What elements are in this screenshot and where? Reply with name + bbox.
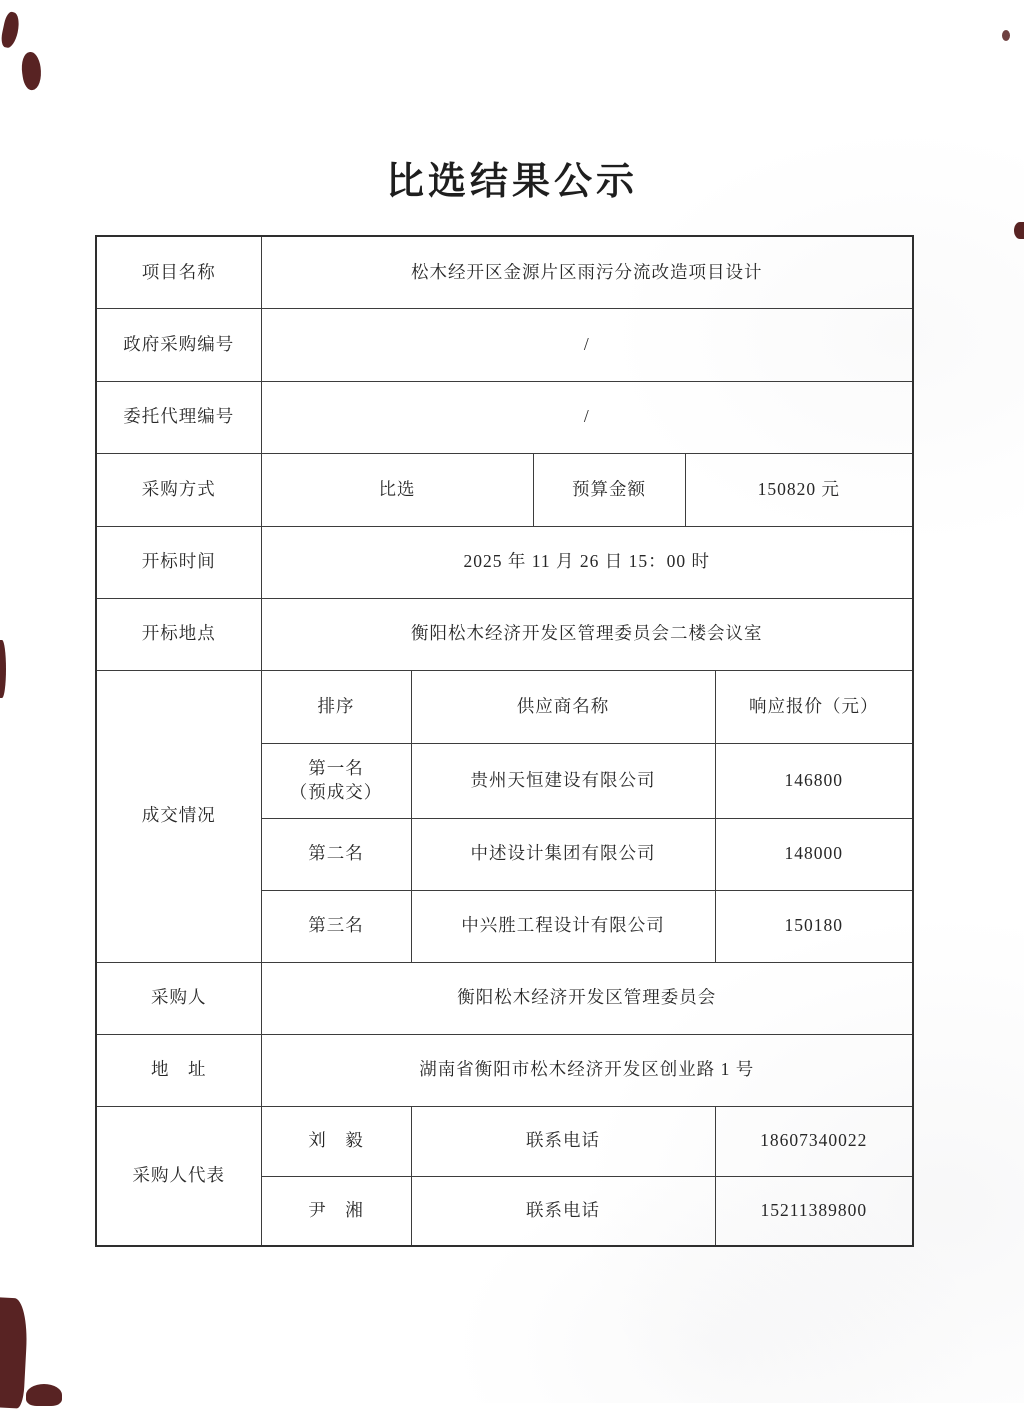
purchaser-reps-label: 采购人代表 [96,1106,261,1246]
project-name-label: 项目名称 [96,236,261,308]
gov-procurement-no-value: / [261,308,913,381]
rep-2-name: 尹 湘 [261,1176,411,1246]
address-value: 湖南省衡阳市松木经济开发区创业路 1 号 [261,1034,913,1106]
award-3-price: 150180 [715,890,913,962]
bid-opening-place-label: 开标地点 [96,598,261,670]
rep-1-phone: 18607340022 [715,1106,913,1176]
row-address [96,1034,913,1106]
row-bid-opening-place [96,598,913,670]
award-1-rank-text: 第一名 [308,757,364,778]
bid-opening-time-label: 开标时间 [96,526,261,598]
award-1-rank-note: （预成交） [289,781,383,802]
award-1-rank [261,743,411,818]
row-gov-procurement-no [96,308,913,381]
award-2-price: 148000 [715,818,913,890]
rep-row-1 [96,1106,913,1176]
row-project-name [96,236,913,308]
agency-no-label: 委托代理编号 [96,381,261,453]
row-procurement-method [96,453,913,526]
rep-2-phone-label: 联系电话 [411,1176,715,1246]
row-agency-no [96,381,913,453]
page-title: 比选结果公示 [385,161,638,203]
purchaser-value: 衡阳松木经济开发区管理委员会 [261,962,913,1034]
award-3-rank: 第三名 [261,890,411,962]
award-header-rank: 排序 [261,670,411,743]
ink-stain-right-edge [1014,222,1024,239]
row-award-header [96,670,913,743]
ink-stain-top-left-1 [0,11,22,49]
award-2-rank: 第二名 [261,818,411,890]
award-3-supplier: 中兴胜工程设计有限公司 [411,890,715,962]
rep-1-phone-label: 联系电话 [411,1106,715,1176]
rep-2-phone: 15211389800 [715,1176,913,1246]
budget-value: 150820 元 [685,453,913,526]
gov-procurement-no-label: 政府采购编号 [96,308,261,381]
row-purchaser [96,962,913,1034]
procurement-method-label: 采购方式 [96,453,261,526]
bid-opening-place-value: 衡阳松木经济开发区管理委员会二楼会议室 [261,598,913,670]
ink-stain-top-left-2 [19,51,43,91]
procurement-method-value: 比选 [261,453,533,526]
award-1-supplier: 贵州天恒建设有限公司 [411,743,715,818]
award-1-price: 146800 [715,743,913,818]
purchaser-label: 采购人 [96,962,261,1034]
address-label: 地 址 [96,1034,261,1106]
award-header-supplier: 供应商名称 [411,670,715,743]
award-2-supplier: 中述设计集团有限公司 [411,818,715,890]
results-table [95,235,914,1247]
ink-stain-top-right [1002,30,1010,41]
award-header-price: 响应报价（元） [715,670,913,743]
ink-stain-left-edge [0,640,6,698]
award-section-label: 成交情况 [96,670,261,962]
ink-stain-bottom-left [0,1297,29,1409]
budget-label: 预算金额 [533,453,685,526]
row-bid-opening-time [96,526,913,598]
bid-opening-time-value: 2025 年 11 月 26 日 15：00 时 [261,526,913,598]
agency-no-value: / [261,381,913,453]
rep-1-name: 刘 毅 [261,1106,411,1176]
project-name-value: 松木经开区金源片区雨污分流改造项目设计 [261,236,913,308]
